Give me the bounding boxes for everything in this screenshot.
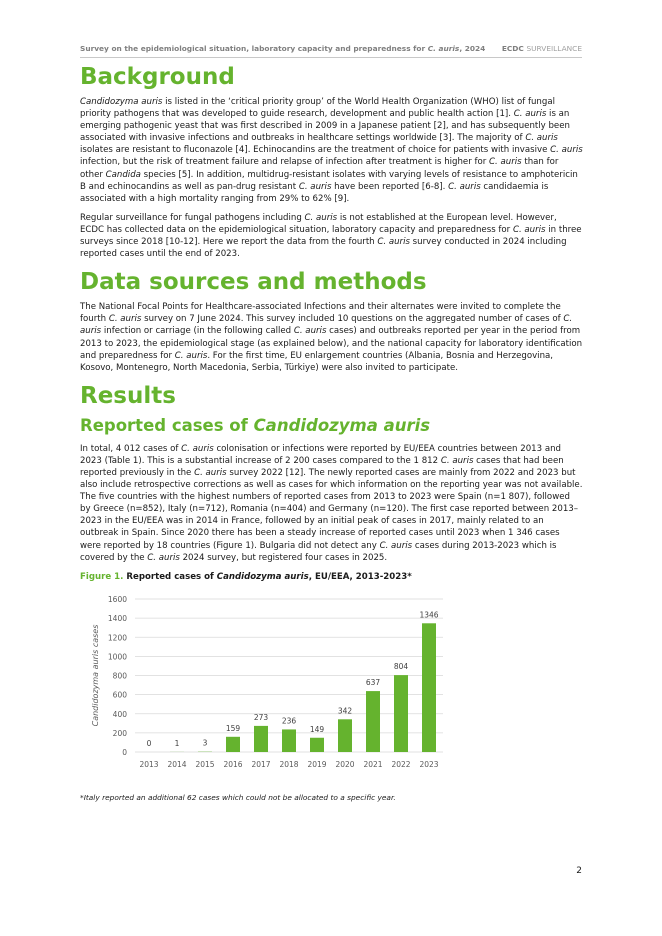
x-tick-label: 2019 xyxy=(307,759,327,769)
y-tick-label: 1000 xyxy=(107,652,127,662)
x-tick-label: 2017 xyxy=(251,759,271,769)
background-paragraph-2: Regular surveillance for fungal pathogens including C. auris is not established at the European level. However, ECDC has collected data on the epidemiological situation, laboratory capacity and preparedness for C. auris in three surveys since 2018 [10-12]. Here we report the data from the fourth C. auris survey conducted in 2024 including reported cases until the end of 2023. xyxy=(80,212,582,260)
y-tick-label: 600 xyxy=(112,690,127,700)
bar-data-label: 236 xyxy=(281,716,297,726)
y-tick-label: 800 xyxy=(112,671,127,681)
y-tick-label: 200 xyxy=(112,728,127,738)
bar-data-label: 0 xyxy=(146,738,152,748)
y-tick-label: 1600 xyxy=(107,594,127,604)
chart-svg xyxy=(80,589,583,789)
bar-data-label: 159 xyxy=(225,723,241,733)
y-tick-label: 400 xyxy=(112,709,127,719)
bar xyxy=(366,691,380,752)
methods-heading: Data sources and methods xyxy=(80,269,427,296)
bar xyxy=(282,729,296,752)
results-subheading: Reported cases of Candidozyma auris xyxy=(80,415,431,435)
figure-footnote: *Italy reported an additional 62 cases which could not be allocated to a specific year. xyxy=(80,792,396,802)
brand-label: ECDC SURVEILLANCE xyxy=(501,44,582,53)
x-tick-label: 2016 xyxy=(223,759,243,769)
running-title: Survey on the epidemiological situation, laboratory capacity and preparedness for C. auris, 2024 xyxy=(80,44,486,53)
x-tick-label: 2013 xyxy=(139,759,159,769)
x-tick-label: 2018 xyxy=(279,759,299,769)
y-tick-label: 1200 xyxy=(107,632,127,642)
bar-data-label: 1346 xyxy=(419,610,439,620)
x-tick-label: 2014 xyxy=(167,759,187,769)
bar xyxy=(254,726,268,752)
x-tick-label: 2023 xyxy=(419,759,439,769)
page-header xyxy=(80,44,582,58)
bar-data-label: 342 xyxy=(337,706,353,716)
cases-bar-chart xyxy=(80,589,583,789)
bar-data-label: 149 xyxy=(309,724,325,734)
page-content xyxy=(80,62,583,802)
x-tick-label: 2015 xyxy=(195,759,215,769)
bar xyxy=(310,737,324,751)
bar-data-label: 273 xyxy=(253,712,269,722)
bar-data-label: 637 xyxy=(365,677,381,687)
bar-data-label: 804 xyxy=(393,661,409,671)
x-tick-label: 2022 xyxy=(391,759,411,769)
bar-data-label: 3 xyxy=(202,738,208,748)
y-tick-label: 1400 xyxy=(107,613,127,623)
y-axis-label: Candidozyma auris cases xyxy=(91,624,100,727)
x-tick-label: 2021 xyxy=(363,759,383,769)
results-heading: Results xyxy=(80,382,176,409)
y-tick-label: 0 xyxy=(122,747,127,757)
bar xyxy=(422,623,436,752)
bar xyxy=(226,737,240,752)
page-number: 2 xyxy=(576,866,582,876)
bar-data-label: 1 xyxy=(174,738,180,748)
bar xyxy=(394,675,408,752)
background-heading: Background xyxy=(80,64,235,90)
methods-paragraph-1: The National Focal Points for Healthcare-associated Infections and their alternates were invited to complete the fourth C. auris survey on 7 June 2024. This survey included 10 questions on the aggregated number of cases of C. auris infection or carriage (in the following called C. auris cases) and outbreaks reported per year in the period from 2013 to 2023, the epidemiological stage (as explained below), and the national capacity for laboratory identification and preparedness for C. auris. For the first time, EU enlargement countries (Albania, Bosnia and Herzegovina, Kosovo, Montenegro, North Macedonia, Serbia, Türkiye) were also invited to participate. xyxy=(80,302,583,373)
bar xyxy=(338,719,352,752)
figure-caption: Figure 1. Reported cases of Candidozyma auris, EU/EEA, 2013-2023* xyxy=(80,571,412,582)
x-tick-label: 2020 xyxy=(335,759,355,769)
background-paragraph-1: Candidozyma auris is listed in the ‘critical priority group’ of the World Health Organization (WHO) list of fungal priority pathogens that was developed to guide research, development and public health action [1]. C. auris is an emerging pathogenic yeast that was first described in 2009 in a Japanese patient [2], and has subsequently been associated with invasive infections and outbreaks in healthcare settings worldwide [3]. The majority of C. auris isolates are resistant to fluconazole [4]. Echinocandins are the treatment of choice for patients with invasive C. auris infection, but the risk of treatment failure and relapse of infection after treatment is higher for C. auris than for other Candida species [5]. In addition, multidrug-resistant isolates with varying levels of resistance to amphotericin B and echinocandins as well as pan-drug resistant C. auris have been reported [6-8]. C. auris candidaemia is associated with a high mortality ranging from 29% to 62% [9]. xyxy=(80,97,583,204)
results-paragraph-1: In total, 4 012 cases of C. auris colonisation or infections were reported by EU/EEA countries between 2013 and 2023 (Table 1). This is a substantial increase of 2 200 cases compared to the 1 812 C. auris cases that had been reported previously in the C. auris survey 2022 [12]. The newly reported cases are mainly from 2022 and 2023 but also include retrospective corrections as well as cases for which information on the reporting year was not available. The five countries with the highest numbers of reported cases from 2013 to 2023 were Spain (n=1 807), followed by Greece (n=852), Italy (n=712), Romania (n=404) and Germany (n=120). The first case reported between 2013–2023 in the EU/EEA was in 2014 in France, followed by an initial peak of cases in 2017, mainly related to an outbreak in Spain. Since 2020 there has been a steady increase of reported cases until 2023 when 1 346 cases were reported by 18 countries (Figure 1). Bulgaria did not detect any C. auris cases during 2013-2023 which is covered by the C. auris 2024 survey, but registered four cases in 2025. xyxy=(80,443,583,563)
